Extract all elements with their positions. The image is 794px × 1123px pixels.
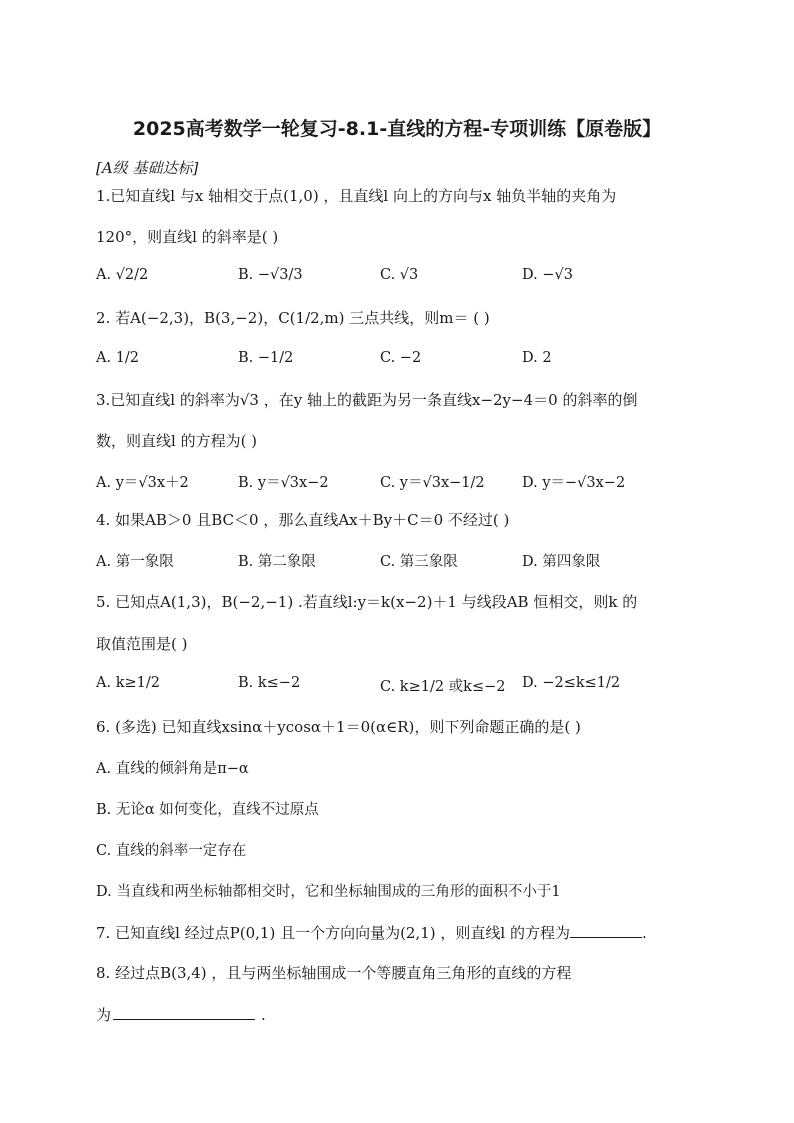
question-3-option-d: D. y＝−√3x−2 (522, 475, 626, 491)
question-7-prompt: 7. 已知直线l 经过点P(0,1) 且一个方向向量为(2,1) ，则直线l 的方程为 (96, 924, 570, 942)
question-7-period: . (641, 924, 647, 942)
question-3-option-c: C. y＝√3x−1/2 (380, 475, 485, 491)
question-6-option-a: A. 直线的倾斜角是π−α (96, 761, 249, 777)
question-5-option-b: B. k≤−2 (238, 675, 301, 691)
question-8-answer-blank[interactable] (113, 1005, 255, 1020)
question-3-option-b: B. y＝√3x−2 (238, 475, 329, 491)
question-4-option-a: A. 第一象限 (96, 554, 174, 570)
question-3-option-a: A. y＝√3x＋2 (96, 475, 189, 491)
question-2-option-b: B. −1/2 (238, 350, 294, 366)
question-1-option-a: A. √2/2 (96, 267, 149, 283)
question-5-line-2: 取值范围是( ) (96, 635, 188, 653)
question-7-text (96, 922, 647, 943)
question-4-text: 4. 如果AB＞0 且BC＜0 ，那么直线Ax＋By＋C＝0 不经过( ) (96, 511, 510, 529)
question-4-option-b: B. 第二象限 (238, 554, 316, 570)
question-1-option-d: D. −√3 (522, 267, 573, 283)
question-8-period: . (261, 1006, 266, 1024)
question-4-option-d: D. 第四象限 (522, 554, 601, 570)
question-7-answer-blank[interactable] (570, 923, 642, 938)
question-5-option-c: C. k≥1/2 或k≤−2 (380, 679, 506, 695)
question-2-option-c: C. −2 (380, 350, 422, 366)
question-2-text: 2. 若A(−2,3)，B(3,−2)，C(1/2,m) 三点共线，则m＝ ( ) (96, 309, 490, 327)
question-5-option-d: D. −2≤k≤1/2 (522, 675, 621, 691)
question-5-line-1: 5. 已知点A(1,3)，B(−2,−1) .若直线l:y＝k(x−2)＋1 与线段AB 恒相交，则k 的 (96, 593, 638, 611)
question-8-line-1: 8. 经过点B(3,4) ，且与两坐标轴围成一个等腰直角三角形的直线的方程 (96, 964, 572, 982)
question-3-line-2: 数，则直线l 的方程为( ) (96, 432, 258, 450)
question-8-prompt: 为 (96, 1006, 112, 1024)
question-8-line-2 (96, 1004, 266, 1025)
section-heading: [A级 基础达标] (96, 159, 199, 177)
question-1-option-b: B. −√3/3 (238, 267, 303, 283)
question-6-option-c: C. 直线的斜率一定存在 (96, 843, 247, 859)
question-1-line-2: 120°，则直线l 的斜率是( ) (96, 228, 279, 246)
question-6-text: 6. (多选) 已知直线xsinα＋ycosα＋1＝0(α∈R)，则下列命题正确的是( ) (96, 718, 581, 736)
question-6-option-d: D. 当直线和两坐标轴都相交时，它和坐标轴围成的三角形的面积不小于1 (96, 884, 561, 900)
question-3-line-1: 3.已知直线l 的斜率为√3 ，在y 轴上的截距为另一条直线x−2y−4＝0 的斜率的倒 (96, 391, 638, 409)
question-6-option-b: B. 无论α 如何变化，直线不过原点 (96, 802, 319, 818)
question-1-option-c: C. √3 (380, 267, 419, 283)
question-4-option-c: C. 第三象限 (380, 554, 458, 570)
question-5-option-a: A. k≥1/2 (96, 675, 160, 691)
question-1-line-1: 1.已知直线l 与x 轴相交于点(1,0) ，且直线l 向上的方向与x 轴负半轴的夹角为 (96, 187, 617, 205)
question-2-option-d: D. 2 (522, 350, 552, 366)
page-title: 2025高考数学一轮复习-8.1-直线的方程-专项训练【原卷版】 (132, 118, 662, 140)
question-2-option-a: A. 1/2 (96, 350, 140, 366)
